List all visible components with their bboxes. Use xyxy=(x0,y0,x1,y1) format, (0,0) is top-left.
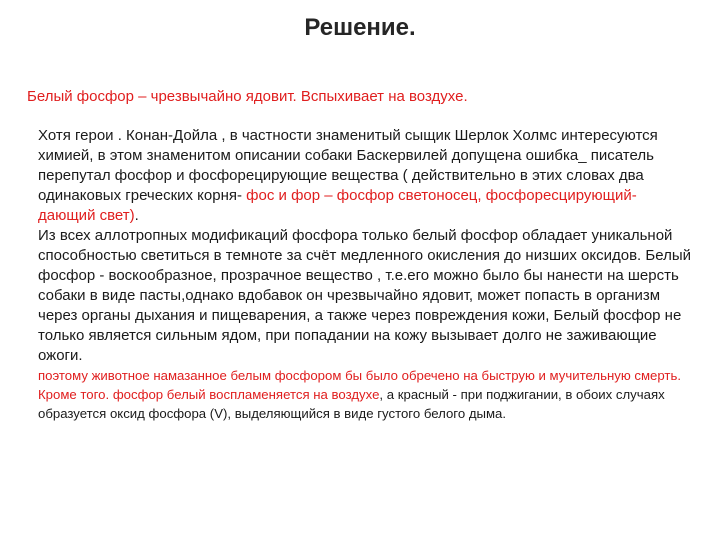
paragraph-1-text-b: . xyxy=(134,207,139,224)
paragraph-1-red: фос и фор – фосфор светоносец, фосфоресцирующий- дающий свет) xyxy=(38,187,637,224)
paragraph-3-text: , а красный - при поджигании, в обоих случаях образуется оксид фосфора (V), выделяющийся в виде густого белого дыма. xyxy=(38,387,665,421)
slide-subtitle: Белый фосфор – чрезвычайно ядовит. Вспыхивает на воздухе. xyxy=(27,88,468,105)
paragraph-2: Из всех аллотропных модификаций фосфора только белый фосфор обладает уникальной способностью светиться в темноте за счёт медленного окисления до низших оксидов. Белый фосфор - воскообразное, прозрачное вещество , т.е.его можно было бы нанести на шерсть собаки в виде пасты,однако вдобавок он чрезвычайно ядовит, может попасть в организм через органы дыхания и пищеварения, а также через повреждения кожи, Белый фосфор не только является сильным ядом, при попадании на кожу вызывает долго не заживающие ожоги. xyxy=(38,227,691,364)
slide-title: Решение. xyxy=(304,14,416,41)
slide-body xyxy=(38,126,698,423)
paragraph-1 xyxy=(38,126,698,226)
paragraph-3 xyxy=(38,366,698,423)
paragraph-1-text-a: Хотя герои . Конан-Дойла , в частности знаменитый сыщик Шерлок Холмс интересуются химией, в этом знаменитом описании собаки Баскервилей допущена ошибка_ писатель перепутал фосфор и фосфорецирующие вещества ( действительно в этих словах два одинаковых греческих корня- xyxy=(38,127,658,204)
paragraph-3-red: поэтому животное намазанное белым фосфором бы было обречено на быструю и мучительную смерть. Кроме того. фосфор белый воспламеняется на воздухе xyxy=(38,368,681,402)
